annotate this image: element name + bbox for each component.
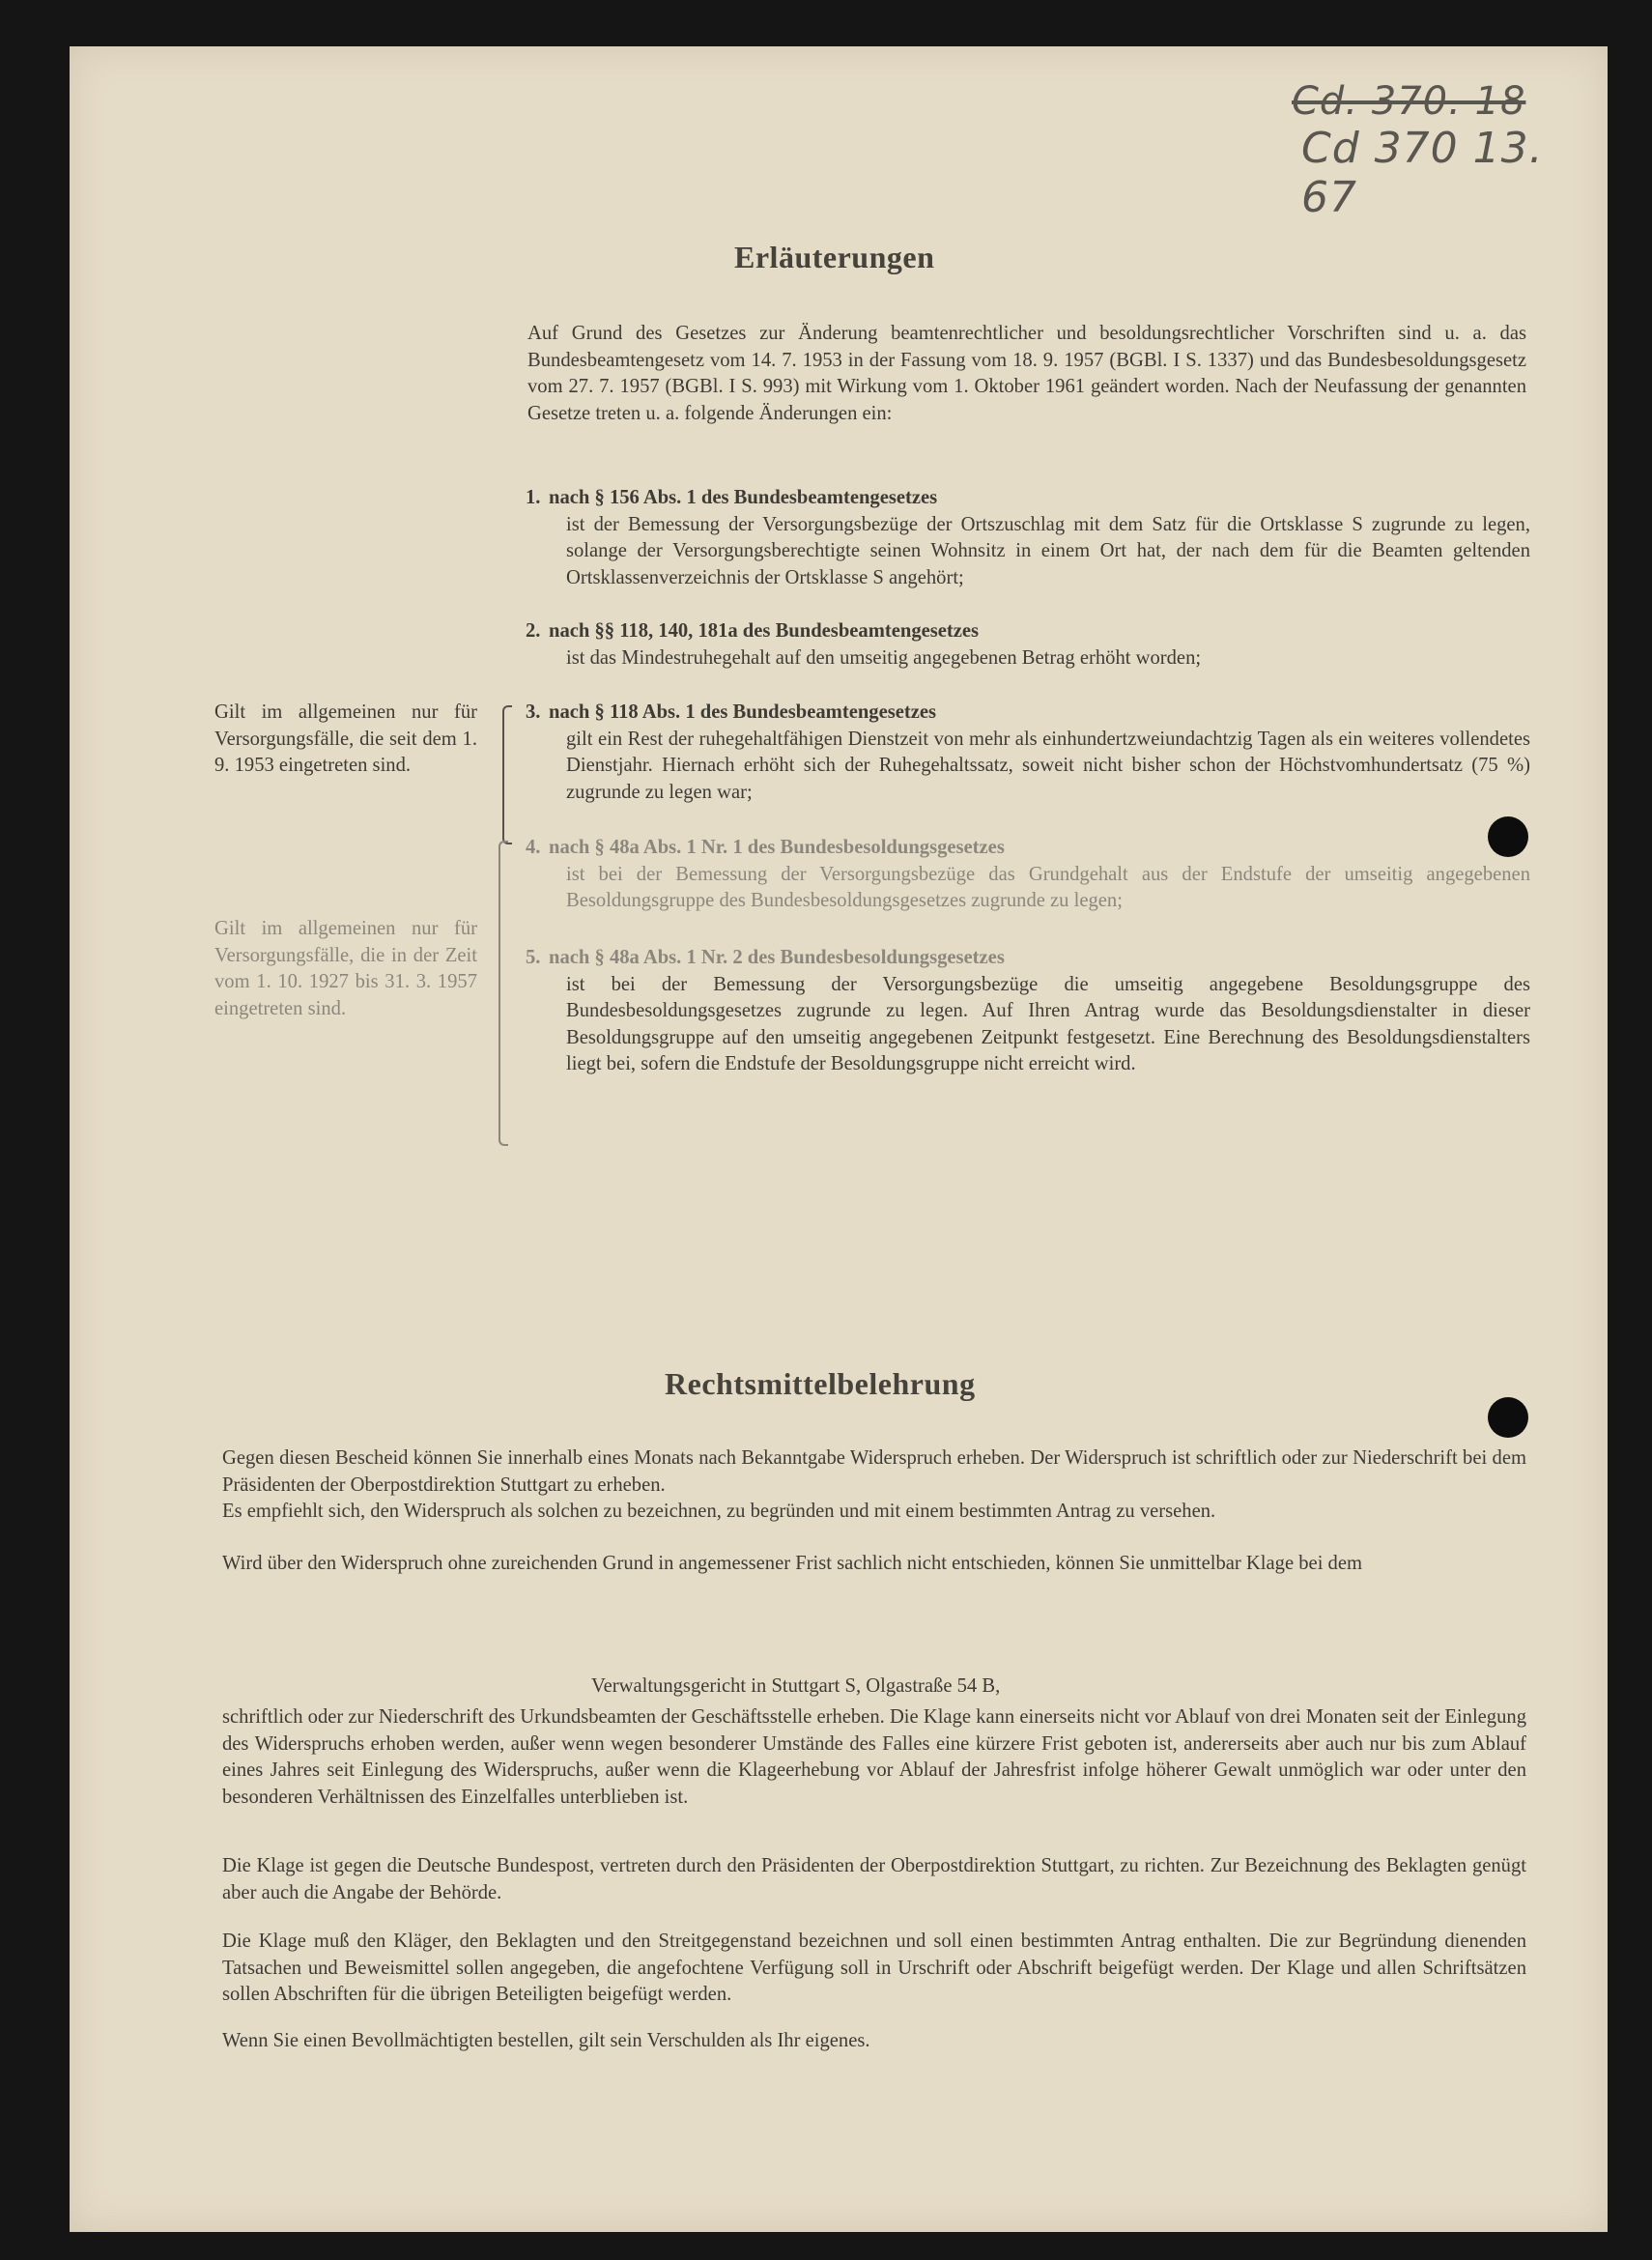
- legal-remedy-title: Rechtsmittelbelehrung: [665, 1366, 976, 1401]
- list-item: [526, 945, 1530, 1078]
- list-item: [526, 835, 1530, 915]
- item-number: 2.: [526, 620, 541, 642]
- archive-stamp-new: Cd 370 13. 67: [1301, 124, 1544, 222]
- list-item: [526, 700, 1530, 806]
- document-page: [70, 46, 1608, 2232]
- margin-note-b: Gilt im allgemeinen nur für Versorgungsfälle, die in der Zeit vom 1. 10. 1927 bis 31. 3. 1957 eingetreten sind.: [214, 918, 477, 1019]
- item-body: ist das Mindestruhegehalt auf den umseitig angegebenen Betrag erhöht worden;: [566, 646, 1202, 669]
- list-item: [526, 618, 1530, 672]
- item-heading: nach § 118 Abs. 1 des Bundesbeamtengesetzes: [549, 701, 937, 723]
- item-heading: nach § 48a Abs. 1 Nr. 1 des Bundesbesoldungsgesetzes: [549, 837, 1005, 858]
- item-number: 3.: [526, 701, 541, 723]
- explanations-title: Erläuterungen: [734, 240, 935, 274]
- item-number: 4.: [526, 837, 541, 858]
- item-body: ist bei der Bemessung der Versorgungsbezüge die umseitig angegebene Besoldungsgruppe des Bundesbesoldungsgesetzes zugrunde zu legen. Auf Ihren Antrag wurde das Besoldungsdienstalter in dieser Besoldungsgruppe auf den umseitig angegebenen Zeitpunkt festgesetzt. Eine Berechnung des Besoldungsdienstalters liegt bei, sofern die Endstufe der Besoldungsgruppe nicht erreicht wird.: [566, 973, 1530, 1074]
- margin-note-a: Gilt im allgemeinen nur für Versorgungsfälle, die seit dem 1. 9. 1953 eingetreten sind.: [214, 701, 477, 776]
- list-item: [526, 485, 1530, 591]
- archive-stamp-old: Cd. 370. 18: [1292, 79, 1526, 124]
- legal-paragraph-5: Die Klage muß den Kläger, den Beklagten und den Streitgegenstand bezeichnen und soll einen bestimmten Antrag enthalten. Die zur Begründung dienenden Tatsachen und Beweismittel sollen angegeben, die angefochtene Verfügung soll in Urschrift oder Abschrift beigefügt werden. Der Klage und allen Schriftsätzen sollen Abschriften für die übrigen Beteiligten beigefügt werden.: [222, 1931, 1526, 2005]
- item-body: gilt ein Rest der ruhegehaltfähigen Dienstzeit von mehr als einhundertzweiundachtzig Tagen als ein weiteres vollendetes Dienstjahr. Hiernach erhöht sich der Ruhegehaltssatz, soweit nicht bisher schon der Höchstvomhundertsatz (75 %) zugrunde zu legen war;: [566, 728, 1530, 803]
- item-number: 1.: [526, 487, 541, 508]
- item-body: ist der Bemessung der Versorgungsbezüge der Ortszuschlag mit dem Satz für die Ortsklasse S zugrunde zu legen, solange der Versorgungsberechtigte seinen Wohnsitz in einem Ort hat, der nach dem für die Beamten geltenden Ortsklassenverzeichnis der Ortsklasse S angehört;: [566, 513, 1530, 588]
- court-address: Verwaltungsgericht in Stuttgart S, Olgastraße 54 B,: [591, 1675, 1001, 1697]
- explanations-intro: Auf Grund des Gesetzes zur Änderung beamtenrechtlicher und besoldungsrechtlicher Vorschriften sind u. a. das Bundesbeamtengesetz vom 14. 7. 1953 in der Fassung vom 18. 9. 1957 (BGBl. I S. 1337) und das Bundesbesoldungsgesetz vom 27. 7. 1957 (BGBl. I S. 993) mit Wirkung vom 1. Oktober 1961 geändert worden. Nach der Neufassung der genannten Gesetze treten u. a. folgende Änderungen ein:: [527, 323, 1526, 424]
- item-heading: nach § 156 Abs. 1 des Bundesbeamtengesetzes: [549, 487, 938, 508]
- legal-paragraph-4: Die Klage ist gegen die Deutsche Bundespost, vertreten durch den Präsidenten der Oberpostdirektion Stuttgart, zu richten. Zur Bezeichnung des Beklagten genügt aber auch die Angabe der Behörde.: [222, 1855, 1526, 1903]
- item-heading: nach §§ 118, 140, 181a des Bundesbeamtengesetzes: [549, 620, 980, 642]
- brace-b: [498, 841, 508, 1146]
- legal-paragraph-3: schriftlich oder zur Niederschrift des Urkundsbeamten der Geschäftsstelle erheben. Die Klage kann einerseits nicht vor Ablauf von drei Monaten seit der Einlegung des Widerspruchs erhoben werden, außer wenn wegen besonderer Umstände des Falles eine kürzere Frist geboten ist, andererseits aber auch nur bis zum Ablauf eines Jahres seit Einlegung des Widerspruchs, außer wenn die Klageerhebung vor Ablauf der Jahresfrist infolge höherer Gewalt unmöglich war oder unter den besonderen Verhältnissen des Einzelfalles unterblieben ist.: [222, 1706, 1526, 1808]
- item-heading: nach § 48a Abs. 1 Nr. 2 des Bundesbesoldungsgesetzes: [549, 947, 1005, 968]
- item-number: 5.: [526, 947, 541, 968]
- legal-paragraph-6: Wenn Sie einen Bevollmächtigten bestellen, gilt sein Verschulden als Ihr eigenes.: [222, 2030, 870, 2051]
- legal-paragraph-1: Gegen diesen Bescheid können Sie innerhalb eines Monats nach Bekanntgabe Widerspruch erheben. Der Widerspruch ist schriftlich oder zur Niederschrift bei dem Präsidenten der Oberpostdirektion Stuttgart zu erheben.: [222, 1447, 1526, 1496]
- brace-a: [502, 705, 512, 844]
- item-body: ist bei der Bemessung der Versorgungsbezüge das Grundgehalt aus der Endstufe der umseitig angegebenen Besoldungsgruppe des Bundesbesoldungsgesetzes zugrunde zu legen;: [566, 863, 1530, 911]
- legal-paragraph-1b: Es empfiehlt sich, den Widerspruch als solchen zu bezeichnen, zu begründen und mit einem bestimmten Antrag zu versehen.: [222, 1501, 1216, 1522]
- legal-paragraph-2: Wird über den Widerspruch ohne zureichenden Grund in angemessener Frist sachlich nicht entschieden, können Sie unmittelbar Klage bei dem: [222, 1553, 1363, 1574]
- punch-hole-bottom: [1488, 1397, 1528, 1438]
